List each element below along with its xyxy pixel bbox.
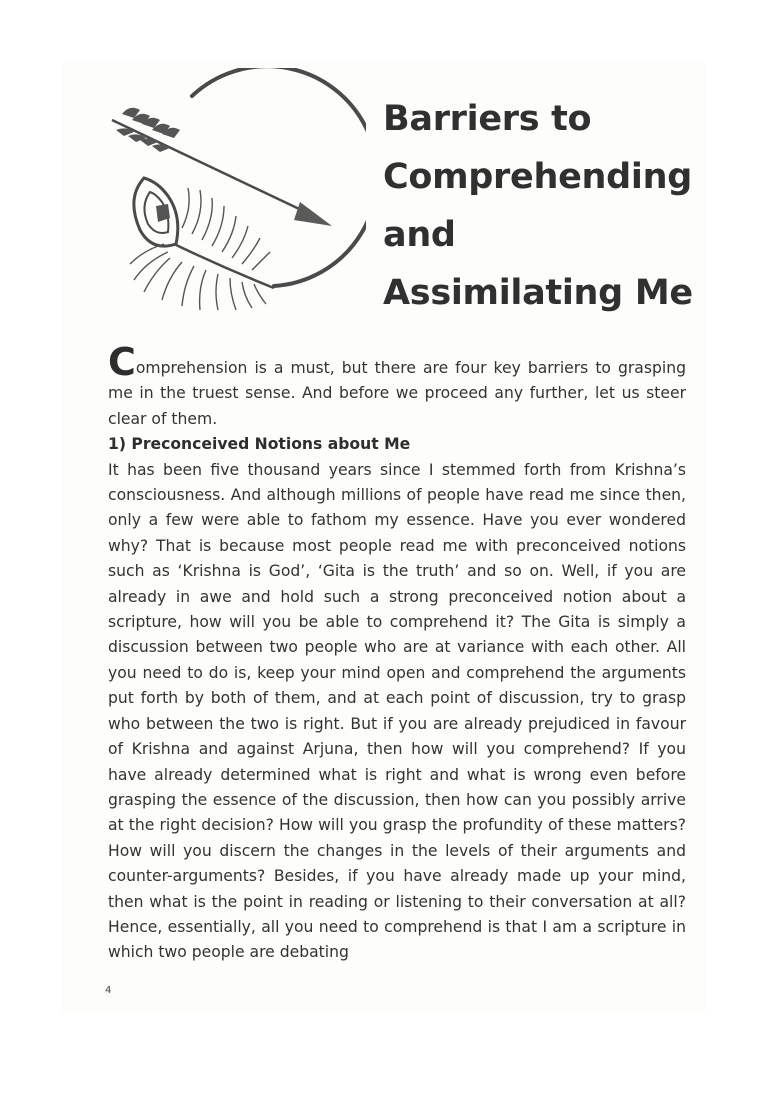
section-paragraph: It has been five thousand years since I stemmed forth from Krishna’s consciousness. And although millions of people have read me since then, only a few were able to fathom my essence. Have you ever wondered why? That is because most people read me with preconceived notions such as ‘Krishna is God’, ‘Gita is the truth’ and so on. Well, if you are already in awe and hold such a strong preconceived notion about a scripture, how will you be able to comprehend it? The Gita is simply a discussion between two people who are at variance with each other. All you need to do is, keep your mind open and comprehend the arguments put forth by both of them, and at each point of discussion, try to grasp who between the two is right. But if you are already prejudiced in favour of Krishna and against Arjuna, then how will you comprehend? If you have already determined what is right and what is wrong even before grasping the essence of the discussion, then how can you possibly arrive at the right decision? How will you grasp the profundity of these matters? How will you discern the changes in the levels of their arguments and counter-arguments? Besides, if you have already made up your mind, then what is the point in reading or listening to their conversation at all? Hence, essentially, all you need to comprehend is that I am a scripture in which two people are debating xyxy=(108,460,686,962)
chapter-title-line: Assimilating Me xyxy=(383,273,693,313)
arrow-feather-circle-icon xyxy=(104,68,366,318)
drop-cap: C xyxy=(108,340,136,384)
page-number: 4 xyxy=(105,985,112,996)
body-text xyxy=(108,340,686,966)
chapter-title xyxy=(383,90,703,322)
chapter-emblem xyxy=(104,68,366,318)
chapter-title-line: Comprehending xyxy=(383,157,692,197)
intro-paragraph xyxy=(108,340,686,432)
chapter-title-line: and xyxy=(383,215,456,255)
chapter-title-line: Barriers to xyxy=(383,99,592,139)
section-heading: 1) Preconceived Notions about Me xyxy=(108,435,411,454)
intro-text: omprehension is a must, but there are four key barriers to grasping me in the truest sense. And before we proceed any further, let us steer clear of them. xyxy=(108,359,686,428)
